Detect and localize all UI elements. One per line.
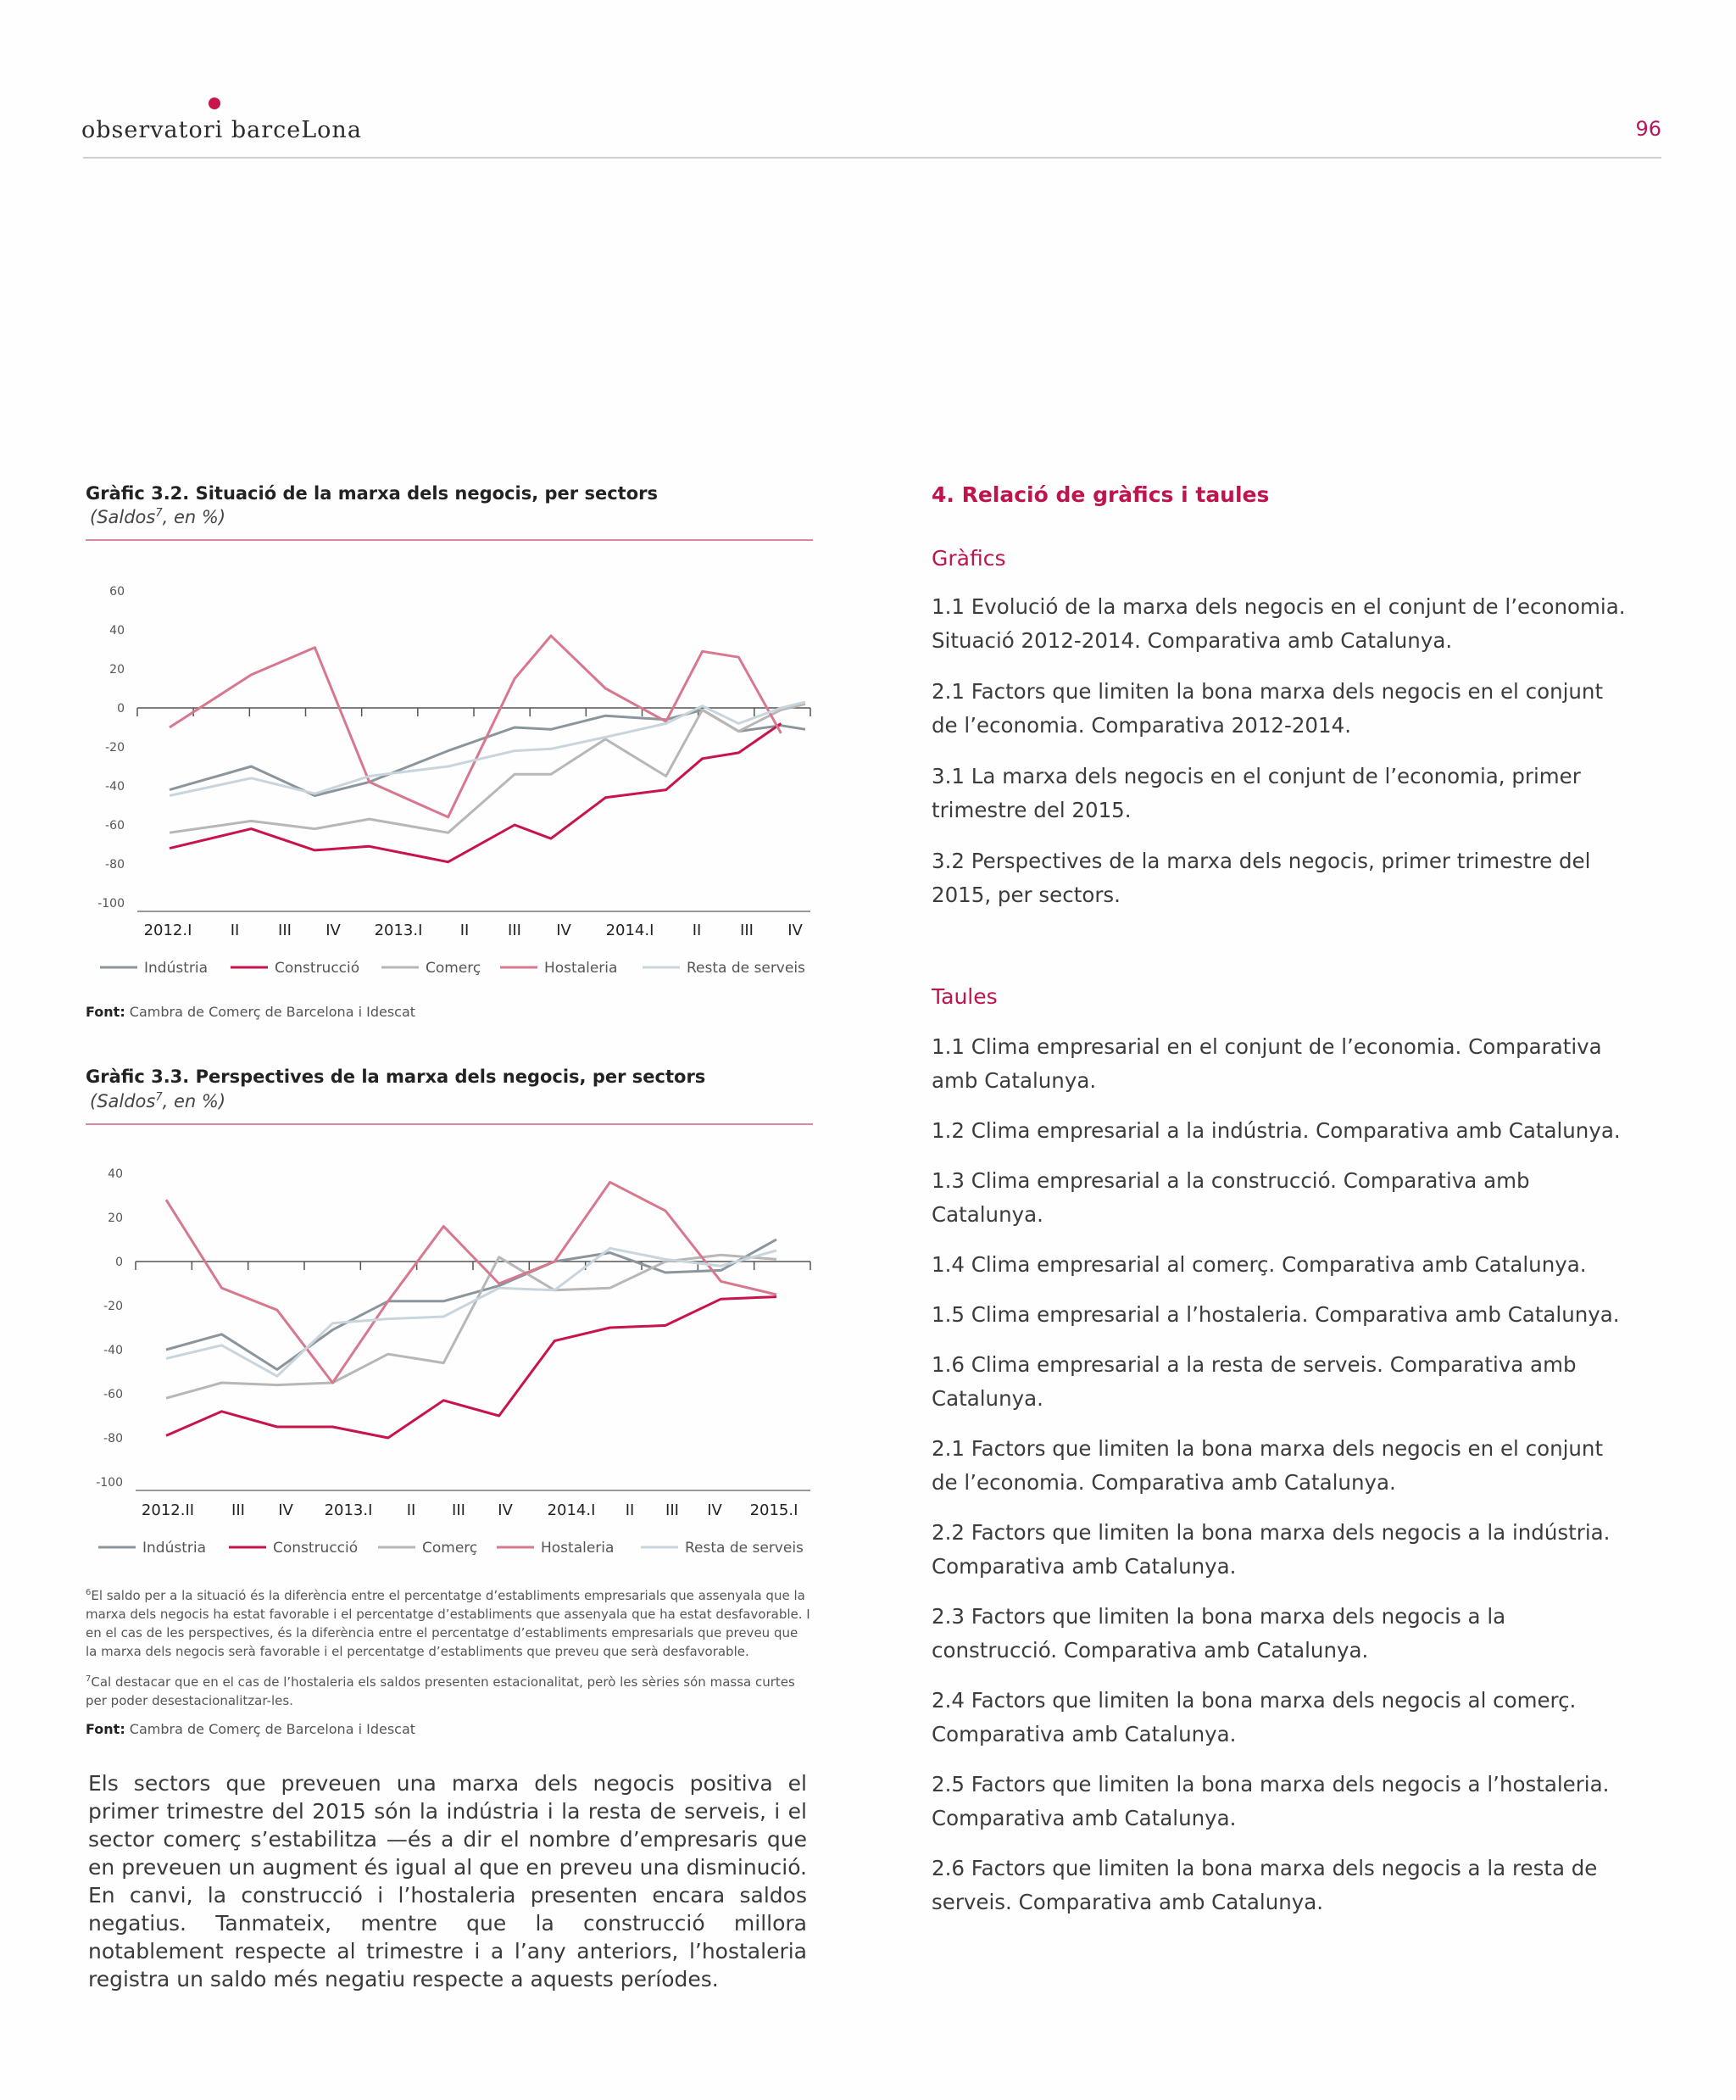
y-tick-label: -80: [105, 858, 125, 872]
taules-item: 1.4 Clima empresarial al comerç. Comparativa amb Catalunya.: [932, 1252, 1587, 1277]
chart2-source: Font: Cambra de Comerç de Barcelona i Idescat: [86, 1721, 416, 1737]
category-label: 2013.I: [324, 1501, 373, 1519]
category-label: 2012.II: [141, 1501, 195, 1519]
series-line-comer-: [166, 1255, 776, 1398]
chart1-subtitle: (Saldos$^7$, en %): [90, 507, 226, 527]
taules-item: 1.3 Clima empresarial a la construcció. Comparativa amb Catalunya.: [932, 1168, 1530, 1227]
legend-label: Indústria: [144, 960, 209, 977]
y-tick-label: 20: [108, 1212, 123, 1225]
taules-item: 1.2 Clima empresarial a la indústria. Comparativa amb Catalunya.: [932, 1118, 1621, 1143]
chart1-source: Font: Cambra de Comerç de Barcelona i Idescat: [86, 1004, 416, 1020]
taules-item: 2.1 Factors que limiten la bona marxa dels negocis en el conjunt de l’economia. Comparativa amb Catalunya.: [932, 1436, 1604, 1495]
grafics-item: 1.1 Evolució de la marxa dels negocis en el conjunt de l’economia. Situació 2012-2014. Comparativa amb Catalunya.: [932, 594, 1626, 653]
grafics-item: 3.1 La marxa dels negocis en el conjunt de l’economia, primer trimestre del 2015.: [932, 764, 1581, 822]
taules-title: Taules: [932, 984, 998, 1009]
taules-item: 2.3 Factors que limiten la bona marxa dels negocis a la construcció. Comparativa amb Catalunya.: [932, 1604, 1506, 1663]
y-tick-label: -40: [105, 780, 125, 794]
y-tick-label: -60: [103, 1388, 123, 1401]
y-tick-label: 0: [117, 702, 125, 716]
category-label: 2015.I: [749, 1501, 798, 1519]
category-label: 2013.I: [374, 922, 423, 939]
category-label: II: [692, 922, 702, 939]
logo: [81, 93, 420, 144]
category-label: IV: [498, 1501, 513, 1519]
series-line-ind-stria: [170, 710, 805, 795]
header-divider: [83, 157, 1661, 159]
series-line-hostaleria: [170, 636, 781, 817]
y-tick-label: -20: [103, 1300, 123, 1313]
series-line-comer-: [170, 704, 805, 833]
y-tick-label: -60: [105, 819, 125, 833]
y-tick-label: 60: [109, 585, 125, 599]
y-tick-label: -80: [103, 1432, 123, 1445]
logo-text: observatori barceLona: [81, 117, 362, 143]
page-number: 96: [1635, 117, 1661, 141]
section-title: 4. Relació de gràfics i taules: [932, 482, 1270, 507]
category-label: II: [406, 1501, 416, 1519]
y-tick-label: -100: [97, 897, 125, 911]
chart2-title: Gràfic 3.3. Perspectives de la marxa dels negocis, per sectors: [86, 1067, 706, 1087]
y-tick-label: 0: [115, 1256, 123, 1269]
logo-dot: [209, 97, 220, 109]
footnote-7: $^7$Cal destacar que en el cas de l’hostaleria els saldos presenten estacionalitat, però les sèries són massa curtes per poder desestacionalitzar-les.: [86, 1674, 795, 1708]
category-label: 2014.I: [605, 922, 654, 939]
series-line-construcci-: [170, 723, 781, 861]
category-label: IV: [556, 922, 571, 939]
legend-label: Indústria: [142, 1540, 207, 1557]
taules-list: [932, 1030, 1635, 1919]
category-label: IV: [707, 1501, 722, 1519]
chart2-rule: [86, 1123, 813, 1125]
grafics-item: 3.2 Perspectives de la marxa dels negocis, primer trimestre del 2015, per sectors.: [932, 849, 1591, 907]
category-label: III: [665, 1501, 679, 1519]
grafics-title: Gràfics: [932, 546, 1006, 571]
legend-label: Comerç: [426, 960, 481, 977]
taules-item: 2.5 Factors que limiten la bona marxa dels negocis a l’hostaleria. Comparativa amb Catalunya.: [932, 1772, 1610, 1830]
taules-item: 2.2 Factors que limiten la bona marxa dels negocis a la indústria. Comparativa amb Catalunya.: [932, 1520, 1611, 1579]
legend-label: Comerç: [422, 1540, 478, 1557]
footnote-6: $^6$El saldo per a la situació és la diferència entre el percentatge d’establiments empresarials que assenyala que la marxa dels negocis ha estat favorable i el percentatge d’establiments que assenyala que ha estat desfavorable. I en el cas de les perspectives, és la diferència entre el percentatge d’establiments empresarials que preveu que la marxa dels negocis serà favorable i el percentatge d’establiments que preveu que serà desfavorable.: [86, 1588, 810, 1659]
category-label: IV: [787, 922, 803, 939]
taules-item: 1.5 Clima empresarial a l’hostaleria. Comparativa amb Catalunya.: [932, 1302, 1620, 1327]
legend-label: Resta de serveis: [685, 1540, 804, 1557]
legend-label: Construcció: [273, 1540, 359, 1557]
y-tick-label: -20: [105, 741, 125, 755]
taules-item: 1.6 Clima empresarial a la resta de serveis. Comparativa amb Catalunya.: [932, 1352, 1577, 1411]
taules-item: 2.6 Factors que limiten la bona marxa dels negocis a la resta de serveis. Comparativa amb Catalunya.: [932, 1856, 1598, 1914]
chart2: [85, 1143, 814, 1562]
category-label: III: [508, 922, 521, 939]
y-tick-label: 40: [108, 1167, 123, 1181]
category-label: 2014.I: [547, 1501, 596, 1519]
y-tick-label: -100: [96, 1476, 123, 1490]
legend-label: Hostaleria: [541, 1540, 615, 1557]
y-tick-label: 20: [109, 663, 125, 677]
grafics-item: 2.1 Factors que limiten la bona marxa dels negocis en el conjunt de l’economia. Comparativa 2012-2014.: [932, 679, 1604, 738]
y-tick-label: 40: [109, 624, 125, 638]
y-tick-label: -40: [103, 1344, 123, 1357]
series-line-construcci-: [166, 1297, 776, 1438]
category-label: III: [231, 1501, 245, 1519]
legend-label: Construcció: [275, 960, 360, 977]
category-label: II: [459, 922, 470, 939]
chart1-title: Gràfic 3.2. Situació de la marxa dels negocis, per sectors: [86, 483, 658, 504]
chart2-subtitle: (Saldos$^7$, en %): [90, 1091, 226, 1111]
taules-item: 1.1 Clima empresarial en el conjunt de l’economia. Comparativa amb Catalunya.: [932, 1034, 1602, 1093]
chart1-rule: [86, 539, 813, 541]
category-label: IV: [278, 1501, 293, 1519]
category-label: III: [452, 1501, 465, 1519]
chart1: [85, 560, 814, 983]
category-label: III: [740, 922, 754, 939]
series-line-hostaleria: [166, 1182, 776, 1383]
series-line-resta-de-serveis: [170, 702, 805, 795]
category-label: II: [230, 922, 240, 939]
legend-label: Resta de serveis: [687, 960, 805, 977]
category-label: II: [625, 1501, 635, 1519]
legend-label: Hostaleria: [544, 960, 618, 977]
category-label: IV: [326, 922, 341, 939]
grafics-list: [932, 590, 1635, 912]
taules-item: 2.4 Factors que limiten la bona marxa dels negocis al comerç. Comparativa amb Catalunya.: [932, 1688, 1577, 1746]
category-label: 2012.I: [143, 922, 192, 939]
category-label: III: [278, 922, 292, 939]
body-paragraph: Els sectors que preveuen una marxa dels negocis positiva el primer trimestre del 2015 són la indústria i la resta de serveis, i el sector comerç s’estabilitza —és a dir el nombre d’empresaris que en preveuen un augment és igual al que en preveu una disminució. En canvi, la construcció i l’hostaleria presenten encara saldos negatius. Tanmateix, mentre que la construcció millora notablement respecte al trimestre i a l’any anteriors, l’hostaleria registra un saldo més negatiu respecte a aquests períodes.: [88, 1771, 807, 1991]
